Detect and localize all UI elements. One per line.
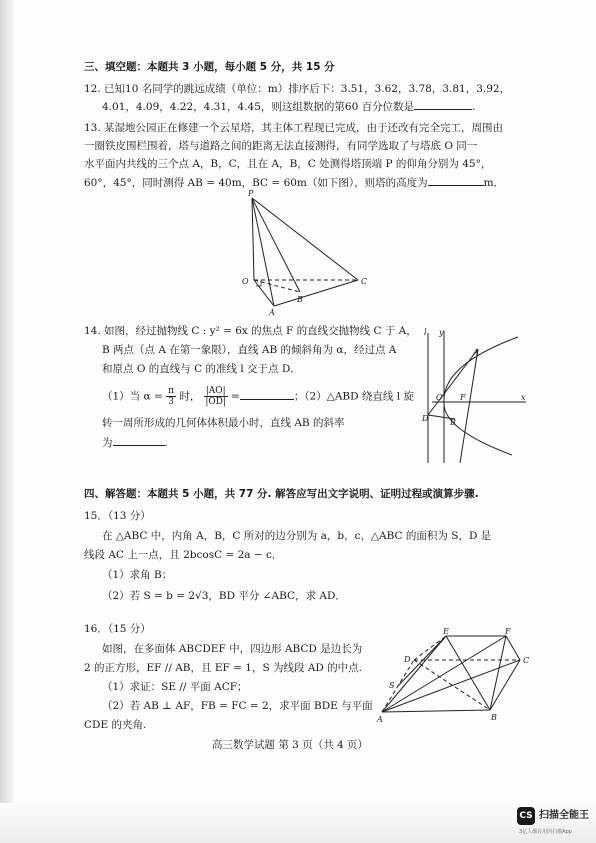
q13-label-O: O bbox=[242, 277, 249, 286]
scan-shadow-bottom bbox=[0, 803, 596, 843]
q14-label-O: O bbox=[436, 393, 443, 402]
camscanner-tagline: 3亿人都在用的扫描App bbox=[519, 829, 572, 835]
scan-shadow-left bbox=[0, 0, 14, 843]
section3-title: 三、填空题：本题共 3 小题，每小题 5 分，共 15 分 bbox=[84, 61, 335, 73]
q14-label-l: l bbox=[424, 328, 427, 337]
camscanner-logo: CS bbox=[517, 807, 535, 825]
q16-part2: （2）若 AB ⊥ AF，FB = FC = 2，求平面 BDE 与平面 bbox=[102, 700, 373, 712]
q14-label-A: A bbox=[473, 348, 479, 357]
q16-label-D: D bbox=[404, 655, 411, 664]
q15-head: 15．（13 分） bbox=[84, 510, 151, 522]
q16-part1: （1）求证：SE // 平面 ACF； bbox=[102, 681, 248, 693]
q16-head: 16．（15 分） bbox=[84, 623, 151, 635]
q16-line1: 如图，在多面体 ABCDEF 中，四边形 ABCD 是边长为 bbox=[102, 643, 363, 655]
q13-line4: 60°，45°，同时测得 AB = 40m，BC = 60m（如下图），则塔的高度为 m． bbox=[84, 177, 505, 189]
alpha-fraction: $\frac{\pi}{3}$ bbox=[168, 386, 175, 407]
q13-label-A: A bbox=[269, 308, 275, 316]
q14-label-B: B bbox=[450, 418, 456, 427]
q14-label-y: y bbox=[439, 328, 444, 337]
q14-parabola-figure bbox=[422, 325, 530, 467]
camscanner-name: 扫描全能王 bbox=[539, 810, 589, 821]
q14-label-F: F bbox=[460, 393, 466, 402]
q14-part1: （1）当 α = $\frac{\pi}{3}$ 时， $\frac{|AO|}{|OD|}$ = ；（2）△ABD 绕直线 l 旋 bbox=[102, 386, 414, 407]
q15-part1: （1）求角 B； bbox=[102, 569, 173, 581]
q13-line2: 一圈铁皮围栏围着，塔与道路之间的距离无法直接测得，有同学选取了与塔底 O 同一 bbox=[84, 140, 478, 152]
q15-line2: 线段 AC 上一点，且 2bcosC = 2a − c． bbox=[84, 549, 283, 561]
q16-label-S: S bbox=[389, 681, 395, 690]
q13-line1: 13. 某湿地公园正在修建一个云星塔，其主体工程现已完成，由于还改有完全完工，周围由 bbox=[84, 122, 504, 134]
q14-label-x: x bbox=[521, 393, 526, 402]
q16-label-F: F bbox=[505, 627, 511, 636]
q14-line1: 14. 如图，经过抛物线 C : y² = 6x 的焦点 F 的直线交抛物线 C 于 A， bbox=[84, 325, 417, 337]
ratio-fraction: $\frac{|AO|}{|OD|}$ bbox=[205, 386, 227, 407]
q14-line6: 为 . bbox=[102, 437, 168, 449]
q12-line1: 12. 已知10 名同学的跳远成绩（单位：m）排序后下：3.51，3.62，3.78，3.81，3.92， bbox=[84, 83, 511, 95]
q14-line3: 和原点 O 的直线与 C 的准线 l 交于点 D． bbox=[102, 363, 301, 375]
q16-polyhedron-figure bbox=[376, 624, 536, 726]
page-footer: 高三数学试题 第 3 页（共 4 页） bbox=[212, 739, 369, 751]
q15-line1: 在 △ABC 中，内角 A，B，C 所对的边分别为 a，b，c，△ABC 的面积为 S，D 是 bbox=[102, 530, 492, 542]
q16-label-E: E bbox=[443, 627, 449, 636]
q16-line5: CDE 的夹角. bbox=[84, 719, 147, 731]
q16-label-C: C bbox=[523, 656, 530, 665]
q14-line2: B 两点（点 A 在第一象限），直线 AB 的倾斜角为 α，经过点 A bbox=[102, 344, 397, 356]
q13-line3: 水平面内共线的三个点 A，B，C，且在 A，B，C 处测得塔顶端 P 的仰角分别为 45°， bbox=[84, 158, 492, 170]
q16-label-B: B bbox=[491, 713, 497, 722]
q12-line2: 4.01，4.09，4.22，4.31，4.45，则这组数据的第60 百分位数是 . bbox=[102, 101, 476, 113]
q13-tower-figure bbox=[236, 188, 376, 316]
section4-title: 四、解答题：本题共 5 小题，共 77 分. 解答应写出文字说明、证明过程或演算步骤. bbox=[84, 488, 479, 500]
q14-label-D: D bbox=[422, 414, 429, 423]
q16-label-A: A bbox=[377, 715, 383, 724]
q15-part2: （2）若 S = b = 2√3，BD 平分 ∠ABC，求 AD． bbox=[102, 590, 346, 602]
q13-label-C: C bbox=[361, 277, 368, 286]
q14-line5: 转一周所形成的几何体体积最小时，直线 AB 的斜率 bbox=[102, 417, 345, 429]
q13-label-B: B bbox=[297, 295, 303, 304]
q13-label-P: P bbox=[248, 189, 254, 198]
q16-line2: 2 的正方形，EF // AB，且 EF = 1，S 为线段 AD 的中点. bbox=[84, 662, 363, 674]
